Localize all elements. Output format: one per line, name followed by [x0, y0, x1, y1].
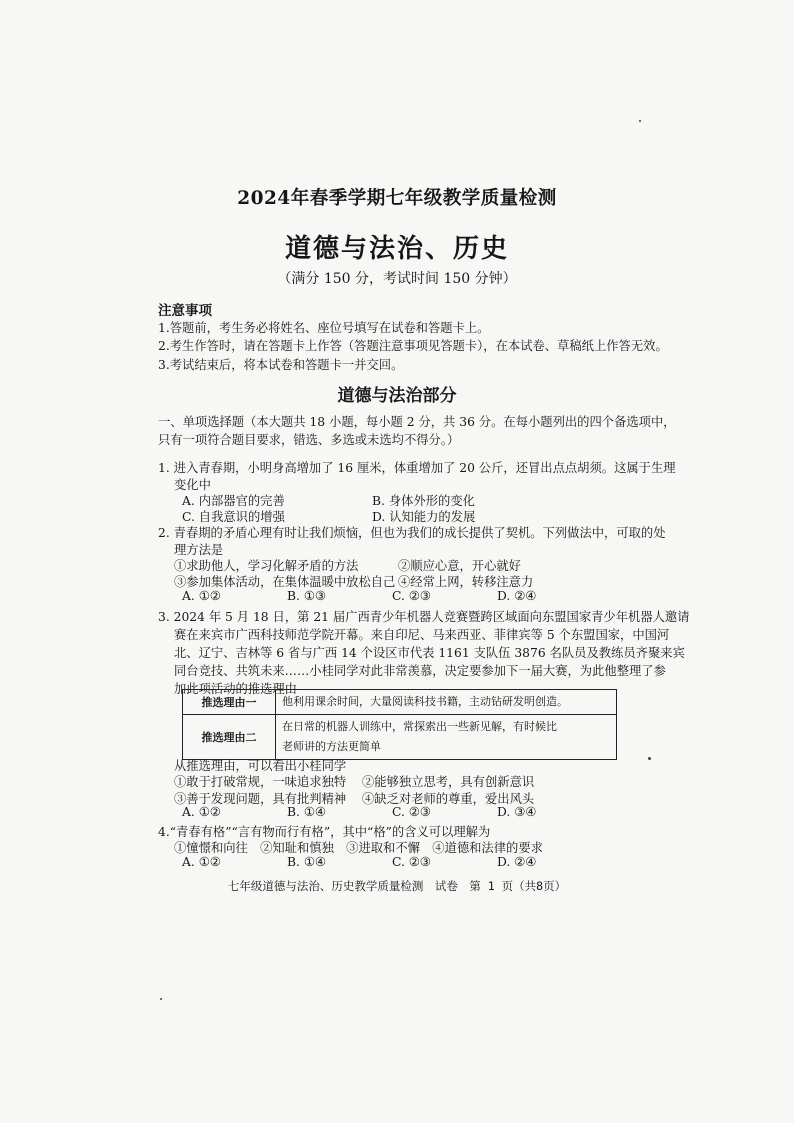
option-c: C. 自我意识的增强: [182, 510, 285, 524]
question-stem: 2. 青春期的矛盾心理有时让我们烦恼，但也为我们的成长提供了契机。下列做法中，可取的处: [158, 526, 666, 540]
exam-title: 2024年春季学期七年级教学质量检测: [237, 188, 557, 209]
option-b: B. ①④: [287, 805, 326, 819]
section-instructions: 只有一项符合题目要求，错选、多选或未选均不得分。）: [158, 433, 460, 447]
scan-speck: [639, 120, 641, 122]
option-a: A. ①②: [182, 805, 221, 819]
question-stem: 4.“青春有格”“言有物而行有格”，其中“格”的含义可以理解为: [158, 825, 491, 839]
question-stem: 1. 进入青春期，小明身高增加了 16 厘米，体重增加了 20 公斤，还冒出点点胡须。这属于生理: [158, 461, 676, 475]
statement: ④经常上网，转移注意力: [398, 575, 534, 589]
option-b: B. ①④: [287, 855, 326, 869]
notice-item: 3.考试结束后，将本试卷和答题卡一并交回。: [158, 358, 404, 372]
reason-text: [276, 690, 617, 715]
exam-info: （满分 150 分，考试时间 150 分钟）: [277, 271, 517, 287]
table-row: [183, 690, 617, 715]
option-d: D. ③④: [497, 805, 537, 819]
option-d: D. 认知能力的发展: [372, 510, 476, 524]
subject-title: 道德与法治、历史: [284, 234, 509, 264]
reason-table: [182, 689, 617, 760]
reason-label: 推选理由二: [183, 715, 276, 760]
table-row: [183, 715, 617, 760]
notice-heading: 注意事项: [158, 303, 212, 319]
option-b: B. ①③: [287, 589, 326, 603]
scan-speck: [648, 757, 651, 760]
option-d: D. ②④: [497, 855, 537, 869]
option-a: A. ①②: [182, 589, 221, 603]
section-title: 道德与法治部分: [337, 386, 457, 406]
statement: ④缺乏对老师的尊重，爱出风头: [362, 792, 535, 806]
question-stem: 变化中: [174, 478, 211, 492]
reason-label: 推选理由一: [183, 690, 276, 715]
option-a: A. 内部器官的完善: [182, 494, 285, 508]
statement: ①求助他人，学习化解矛盾的方法: [174, 559, 359, 573]
option-c: C. ②③: [392, 805, 431, 819]
page-footer: 七年级道德与法治、历史教学质量检测 试卷 第 1 页（共8页）: [227, 879, 567, 893]
option-c: C. ②③: [392, 589, 431, 603]
section-instructions: 一、单项选择题（本大题共 18 小题，每小题 2 分，共 36 分。在每小题列出的四个备选项中，: [158, 415, 676, 429]
question-stem: 赛在来宾市广西科技师范学院开幕。来自印尼、马来西亚、菲律宾等 5 个东盟国家，中国河: [174, 628, 670, 642]
reason-text-line: 他利用课余时间，大量阅读科技书籍，主动钻研发明创造。: [282, 695, 568, 708]
question-stem: 同台竞技、共筑未来……小桂同学对此非常羡慕，决定要参加下一届大赛，为此他整理了参: [174, 664, 666, 678]
reason-text: [276, 715, 617, 760]
reason-text-line: 在日常的机器人训练中，常探索出一些新见解，有时候比: [282, 720, 557, 733]
notice-item: 1.答题前，考生务必将姓名、座位号填写在试卷和答题卡上。: [158, 321, 490, 335]
statement: ③善于发现问题，具有批判精神: [174, 792, 347, 806]
question-stem: 3. 2024 年 5 月 18 日，第 21 届广西青少年机器人竞赛暨跨区域面向东盟国家青少年机器人邀请: [158, 610, 690, 624]
question-lead: 从推选理由，可以看出小桂同学: [174, 759, 347, 773]
reason-text-line: 老师讲的方法更简单: [282, 740, 381, 753]
question-stem: 加此项活动的推选理由: [174, 682, 297, 696]
scan-speck: [160, 998, 162, 1000]
statement: ①敢于打破常规，一味追求独特: [174, 775, 347, 789]
question-stem: 北、辽宁、吉林等 6 省与广西 14 个设区市代表 1161 支队伍 3876 名队员及教练员齐聚来宾: [174, 646, 685, 660]
option-c: C. ②③: [392, 855, 431, 869]
option-d: D. ②④: [497, 589, 537, 603]
option-b: B. 身体外形的变化: [372, 494, 475, 508]
statement: ②顺应心意，开心就好: [398, 559, 521, 573]
statement: ①憧憬和向往 ②知耻和慎独 ③进取和不懈 ④道德和法律的要求: [174, 841, 543, 855]
notice-item: 2.考生作答时，请在答题卡上作答（答题注意事项见答题卡），在本试卷、草稿纸上作答无效。: [158, 339, 668, 353]
question-stem: 理方法是: [174, 543, 224, 557]
option-a: A. ①②: [182, 855, 221, 869]
statement: ②能够独立思考，具有创新意识: [362, 775, 535, 789]
statement: ③参加集体活动，在集体温暖中放松自己: [174, 575, 396, 589]
